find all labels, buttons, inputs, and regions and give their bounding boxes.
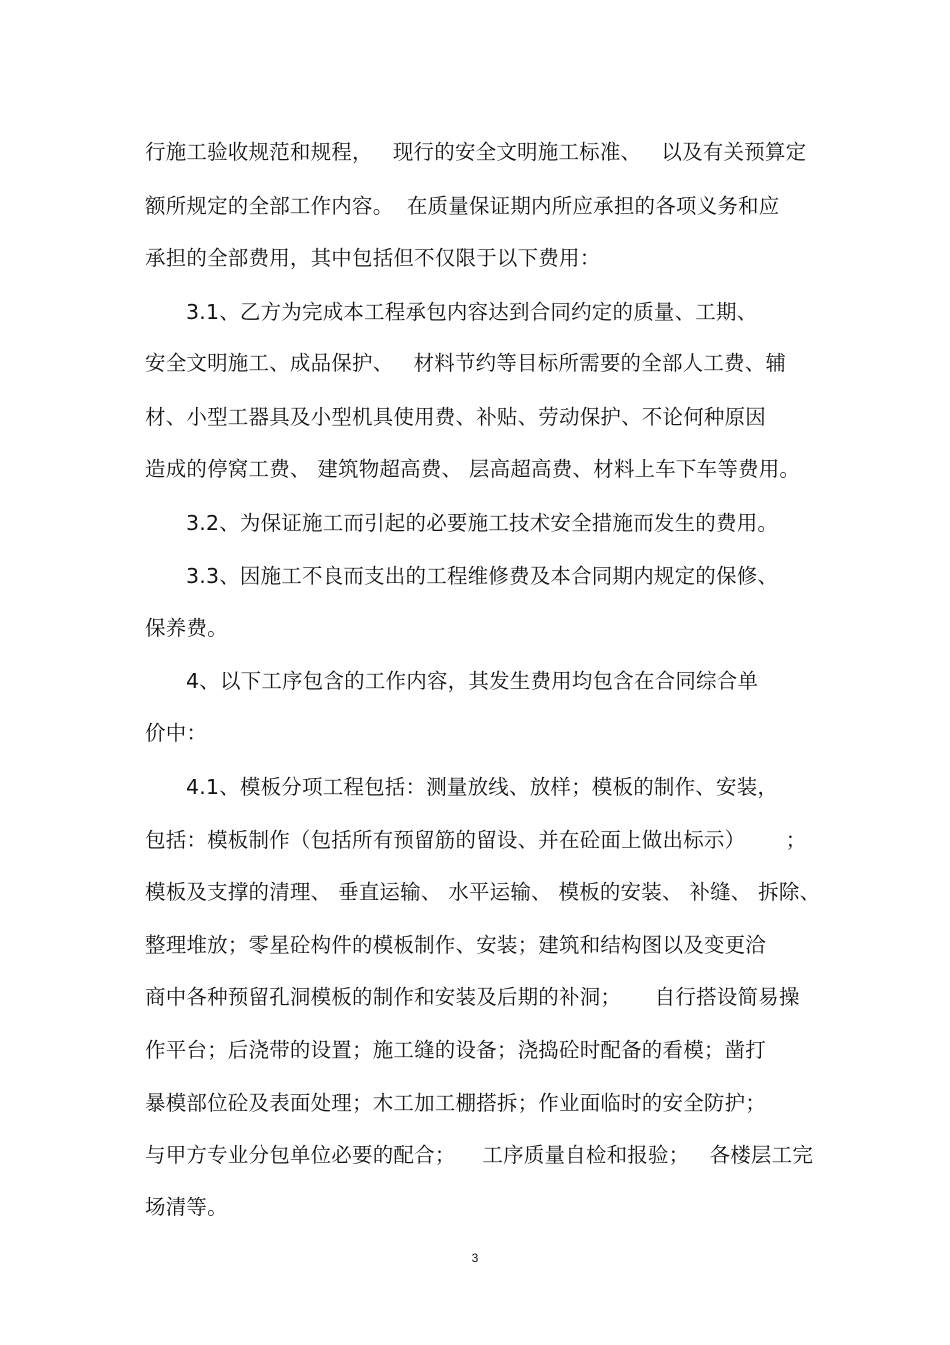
- text-line: 4.1、模板分项工程包括：测量放线、放样；模板的制作、安装，: [186, 775, 779, 799]
- text-line: 3.3、因施工不良而支出的工程维修费及本合同期内规定的保修、: [186, 564, 779, 588]
- text-line: 整理堆放；零星砼构件的模板制作、安装；建筑和结构图以及变更洽: [145, 933, 766, 957]
- text-line: 与甲方专业分包单位必要的配合； 工序质量自检和报验； 各楼层工完: [145, 1143, 814, 1167]
- text-line: 承担的全部费用，其中包括但不仅限于以下费用：: [145, 246, 601, 270]
- text-line: 价中：: [145, 721, 208, 745]
- text-line: 包括：模板制作（包括所有预留筋的留设、并在砼面上做出标示） ；: [145, 828, 807, 852]
- text-line: 商中各种预留孔洞模板的制作和安装及后期的补洞； 自行搭设简易操: [145, 985, 800, 1009]
- page-number: 3: [471, 1251, 479, 1265]
- text-line: 额所规定的全部工作内容。 在质量保证期内所应承担的各项义务和应: [145, 194, 780, 218]
- text-line: 安全文明施工、成品保护、 材料节约等目标所需要的全部人工费、辅: [145, 351, 787, 375]
- text-line: 模板及支撑的清理、 垂直运输、 水平运输、 模板的安装、 补缝、 拆除、: [145, 880, 821, 904]
- text-line: 材、小型工器具及小型机具使用费、补贴、劳动保护、不论何种原因: [145, 405, 766, 429]
- text-line: 保养费。: [145, 616, 228, 640]
- text-line: 3.1、乙方为完成本工程承包内容达到合同约定的质量、工期、: [186, 300, 758, 324]
- text-line: 场清等。: [145, 1195, 228, 1219]
- text-line: 行施工验收规范和规程， 现行的安全文明施工标准、 以及有关预算定: [145, 140, 807, 164]
- text-line: 3.2、为保证施工而引起的必要施工技术安全措施而发生的费用。: [186, 511, 779, 535]
- text-line: 暴模部位砼及表面处理；木工加工棚搭拆；作业面临时的安全防护；: [145, 1091, 766, 1115]
- text-line: 作平台；后浇带的设置；施工缝的设备；浇捣砼时配备的看模；凿打: [145, 1038, 766, 1062]
- text-line: 4、以下工序包含的工作内容，其发生费用均包含在合同综合单: [186, 669, 759, 693]
- text-line: 造成的停窝工费、 建筑物超高费、 层高超高费、材料上车下车等费用。: [145, 457, 801, 481]
